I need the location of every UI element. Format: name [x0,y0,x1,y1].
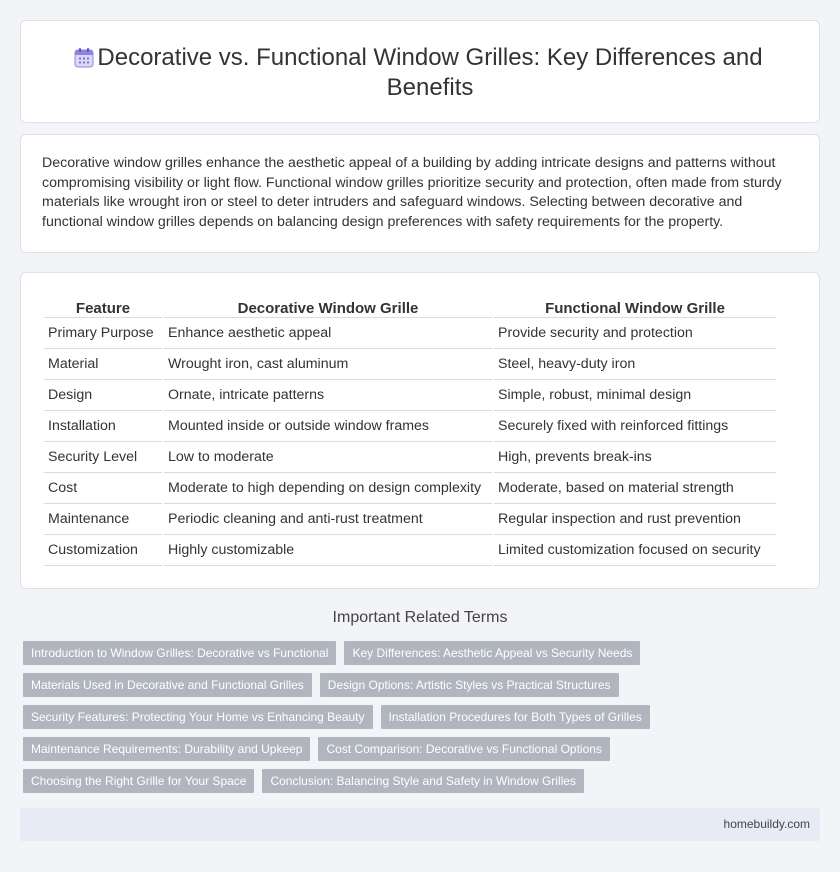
footer-site: homebuildy.com [723,817,810,831]
related-terms-row [23,705,823,729]
decorative-cell: Low to moderate [164,442,492,473]
related-term-tag[interactable]: Installation Procedures for Both Types of Grilles [381,705,650,729]
table-row [44,442,776,473]
functional-cell: Regular inspection and rust prevention [494,504,776,535]
column-header-decorative: Decorative Window Grille [164,294,492,318]
related-term-tag[interactable]: Introduction to Window Grilles: Decorative vs Functional [23,641,336,665]
decorative-cell: Periodic cleaning and anti-rust treatment [164,504,492,535]
feature-cell: Security Level [44,442,162,473]
feature-cell: Primary Purpose [44,318,162,349]
decorative-cell: Ornate, intricate patterns [164,380,492,411]
decorative-cell: Enhance aesthetic appeal [164,318,492,349]
intro-card [20,134,820,253]
related-term-tag[interactable]: Conclusion: Balancing Style and Safety in Window Grilles [262,769,583,793]
decorative-cell: Moderate to high depending on design complexity [164,473,492,504]
related-term-tag[interactable]: Security Features: Protecting Your Home vs Enhancing Beauty [23,705,373,729]
functional-cell: Moderate, based on material strength [494,473,776,504]
footer [20,808,820,841]
table-row [44,504,776,535]
related-term-tag[interactable]: Materials Used in Decorative and Functional Grilles [23,673,312,697]
title-card [20,20,820,123]
table-row [44,411,776,442]
related-term-tag[interactable]: Choosing the Right Grille for Your Space [23,769,254,793]
decorative-cell: Mounted inside or outside window frames [164,411,492,442]
table-row [44,349,776,380]
feature-cell: Customization [44,535,162,566]
column-header-feature: Feature [44,294,162,318]
related-terms-list [23,641,823,801]
functional-cell: Provide security and protection [494,318,776,349]
functional-cell: Securely fixed with reinforced fittings [494,411,776,442]
related-terms-row [23,737,823,761]
table-header-row [44,294,776,318]
functional-cell: Steel, heavy-duty iron [494,349,776,380]
functional-cell: Limited customization focused on security [494,535,776,566]
intro-paragraph: Decorative window grilles enhance the aesthetic appeal of a building by adding intricate designs and patterns without compromising visibility or light flow. Functional window grilles prioritize security and protection, often made from sturdy materials like wrought iron or steel to deter intruders and safeguard windows. Selecting between decorative and functional window grilles depends on balancing design preferences with safety requirements for the property. [42,155,782,230]
feature-cell: Design [44,380,162,411]
comparison-table [42,294,778,566]
feature-cell: Cost [44,473,162,504]
functional-cell: Simple, robust, minimal design [494,380,776,411]
related-term-tag[interactable]: Maintenance Requirements: Durability and Upkeep [23,737,310,761]
related-term-tag[interactable]: Design Options: Artistic Styles vs Practical Structures [320,673,619,697]
table-row [44,535,776,566]
comparison-card [20,272,820,589]
related-terms-row [23,769,823,793]
related-terms-row [23,641,823,665]
decorative-cell: Highly customizable [164,535,492,566]
column-header-functional: Functional Window Grille [494,294,776,318]
feature-cell: Installation [44,411,162,442]
related-term-tag[interactable]: Cost Comparison: Decorative vs Functional Options [318,737,609,761]
table-row [44,318,776,349]
related-term-tag[interactable]: Key Differences: Aesthetic Appeal vs Security Needs [344,641,640,665]
page-title: Decorative vs. Functional Window Grilles: Key Differences and Benefits [97,44,763,101]
table-row [44,380,776,411]
functional-cell: High, prevents break-ins [494,442,776,473]
related-terms-title: Important Related Terms [332,609,508,626]
feature-cell: Material [44,349,162,380]
feature-cell: Maintenance [44,504,162,535]
decorative-cell: Wrought iron, cast aluminum [164,349,492,380]
table-row [44,473,776,504]
related-terms-row [23,673,823,697]
